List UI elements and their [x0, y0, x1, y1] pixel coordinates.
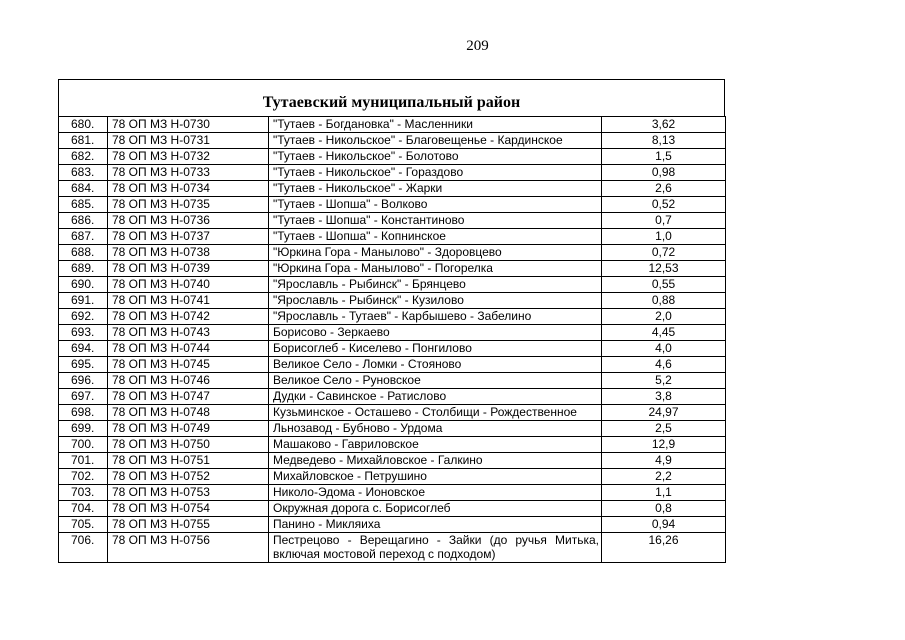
road-length: 2,5: [602, 421, 726, 437]
road-length: 8,13: [602, 133, 726, 149]
row-number: 703.: [59, 485, 108, 501]
roads-table-body: [59, 117, 726, 563]
road-name: Окружная дорога с. Борисоглеб: [269, 501, 602, 517]
table-row: [59, 437, 726, 453]
road-length: 0,88: [602, 293, 726, 309]
road-id-code: 78 ОП МЗ Н-0738: [108, 245, 269, 261]
table-row: [59, 357, 726, 373]
row-number: 687.: [59, 229, 108, 245]
row-number: 683.: [59, 165, 108, 181]
row-number: 681.: [59, 133, 108, 149]
row-number: 695.: [59, 357, 108, 373]
road-name: Великое Село - Ломки - Стояново: [269, 357, 602, 373]
road-id-code: 78 ОП МЗ Н-0737: [108, 229, 269, 245]
row-number: 682.: [59, 149, 108, 165]
row-number: 688.: [59, 245, 108, 261]
road-id-code: 78 ОП МЗ Н-0750: [108, 437, 269, 453]
road-id-code: 78 ОП МЗ Н-0733: [108, 165, 269, 181]
road-registry-document: [58, 79, 725, 563]
road-id-code: 78 ОП МЗ Н-0746: [108, 373, 269, 389]
road-length: 0,52: [602, 197, 726, 213]
road-id-code: 78 ОП МЗ Н-0739: [108, 261, 269, 277]
road-name: "Юркина Гора - Манылово" - Здоровцево: [269, 245, 602, 261]
road-length: 4,9: [602, 453, 726, 469]
table-row: [59, 421, 726, 437]
row-number: 701.: [59, 453, 108, 469]
road-id-code: 78 ОП МЗ Н-0744: [108, 341, 269, 357]
road-name: "Ярославль - Рыбинск" - Брянцево: [269, 277, 602, 293]
road-id-code: 78 ОП МЗ Н-0742: [108, 309, 269, 325]
road-name: Михайловское - Петрушино: [269, 469, 602, 485]
table-row: [59, 245, 726, 261]
road-name: Медведево - Михайловское - Галкино: [269, 453, 602, 469]
table-row: [59, 293, 726, 309]
table-row: [59, 341, 726, 357]
road-length: 1,0: [602, 229, 726, 245]
row-number: 686.: [59, 213, 108, 229]
road-length: 1,5: [602, 149, 726, 165]
table-row: [59, 165, 726, 181]
table-row: [59, 133, 726, 149]
road-length: 24,97: [602, 405, 726, 421]
table-row: [59, 469, 726, 485]
row-number: 689.: [59, 261, 108, 277]
table-row: [59, 149, 726, 165]
row-number: 706.: [59, 533, 108, 563]
table-row: [59, 501, 726, 517]
road-id-code: 78 ОП МЗ Н-0734: [108, 181, 269, 197]
road-name: Дудки - Савинское - Ратислово: [269, 389, 602, 405]
road-id-code: 78 ОП МЗ Н-0751: [108, 453, 269, 469]
table-row: [59, 277, 726, 293]
table-row: [59, 405, 726, 421]
road-length: 2,0: [602, 309, 726, 325]
table-row: [59, 197, 726, 213]
road-length: 4,45: [602, 325, 726, 341]
road-length: 4,6: [602, 357, 726, 373]
road-name: Машаково - Гавриловское: [269, 437, 602, 453]
road-id-code: 78 ОП МЗ Н-0732: [108, 149, 269, 165]
row-number: 693.: [59, 325, 108, 341]
road-length: 0,72: [602, 245, 726, 261]
road-length: 2,2: [602, 469, 726, 485]
table-row: [59, 485, 726, 501]
road-length: 0,94: [602, 517, 726, 533]
road-name: "Юркина Гора - Манылово" - Погорелка: [269, 261, 602, 277]
road-name: "Тутаев - Богдановка" - Масленники: [269, 117, 602, 133]
table-row: [59, 181, 726, 197]
road-name: "Ярославль - Рыбинск" - Кузилово: [269, 293, 602, 309]
page-number: 209: [466, 38, 489, 54]
table-row: [59, 213, 726, 229]
road-length: 0,8: [602, 501, 726, 517]
section-title: Тутаевский муниципальный район: [262, 94, 521, 111]
row-number: 690.: [59, 277, 108, 293]
row-number: 697.: [59, 389, 108, 405]
table-row: [59, 517, 726, 533]
row-number: 699.: [59, 421, 108, 437]
road-length: 0,98: [602, 165, 726, 181]
road-id-code: 78 ОП МЗ Н-0753: [108, 485, 269, 501]
road-name: Борисоглеб - Киселево - Понгилово: [269, 341, 602, 357]
road-name: Пестрецово - Верещагино - Зайки (до ручья Митька, включая мостовой переход с подходом): [269, 533, 602, 563]
road-name: Николо-Эдома - Ионовское: [269, 485, 602, 501]
table-row: [59, 309, 726, 325]
road-id-code: 78 ОП МЗ Н-0745: [108, 357, 269, 373]
road-name: "Тутаев - Шопша" - Константиново: [269, 213, 602, 229]
road-id-code: 78 ОП МЗ Н-0756: [108, 533, 269, 563]
road-name: Великое Село - Руновское: [269, 373, 602, 389]
table-row: [59, 453, 726, 469]
road-id-code: 78 ОП МЗ Н-0755: [108, 517, 269, 533]
row-number: 680.: [59, 117, 108, 133]
row-number: 685.: [59, 197, 108, 213]
road-length: 12,9: [602, 437, 726, 453]
row-number: 696.: [59, 373, 108, 389]
road-name: "Тутаев - Шопша" - Волково: [269, 197, 602, 213]
road-name: "Тутаев - Никольское" - Гораздово: [269, 165, 602, 181]
row-number: 698.: [59, 405, 108, 421]
row-number: 702.: [59, 469, 108, 485]
road-id-code: 78 ОП МЗ Н-0752: [108, 469, 269, 485]
row-number: 705.: [59, 517, 108, 533]
table-row: [59, 325, 726, 341]
table-row: [59, 373, 726, 389]
road-id-code: 78 ОП МЗ Н-0731: [108, 133, 269, 149]
roads-table: [58, 116, 726, 563]
road-length: 3,62: [602, 117, 726, 133]
road-id-code: 78 ОП МЗ Н-0736: [108, 213, 269, 229]
table-row: [59, 117, 726, 133]
row-number: 691.: [59, 293, 108, 309]
road-name: "Тутаев - Никольское" - Благовещенье - Кардинское: [269, 133, 602, 149]
road-name: Кузьминское - Осташево - Столбищи - Рождественное: [269, 405, 602, 421]
table-row: [59, 533, 726, 563]
road-name: Борисово - Зеркаево: [269, 325, 602, 341]
road-id-code: 78 ОП МЗ Н-0747: [108, 389, 269, 405]
road-length: 4,0: [602, 341, 726, 357]
road-id-code: 78 ОП МЗ Н-0735: [108, 197, 269, 213]
road-id-code: 78 ОП МЗ Н-0730: [108, 117, 269, 133]
road-id-code: 78 ОП МЗ Н-0748: [108, 405, 269, 421]
road-length: 0,7: [602, 213, 726, 229]
road-id-code: 78 ОП МЗ Н-0740: [108, 277, 269, 293]
table-row: [59, 261, 726, 277]
road-id-code: 78 ОП МЗ Н-0754: [108, 501, 269, 517]
table-row: [59, 389, 726, 405]
road-id-code: 78 ОП МЗ Н-0749: [108, 421, 269, 437]
table-row: [59, 229, 726, 245]
road-length: 0,55: [602, 277, 726, 293]
road-name: Льнозавод - Бубново - Урдома: [269, 421, 602, 437]
road-name: "Тутаев - Шопша" - Копнинское: [269, 229, 602, 245]
road-id-code: 78 ОП МЗ Н-0741: [108, 293, 269, 309]
row-number: 684.: [59, 181, 108, 197]
road-name: Панино - Микляиха: [269, 517, 602, 533]
row-number: 694.: [59, 341, 108, 357]
road-length: 1,1: [602, 485, 726, 501]
road-length: 12,53: [602, 261, 726, 277]
row-number: 704.: [59, 501, 108, 517]
road-name: "Тутаев - Никольское" - Болотово: [269, 149, 602, 165]
row-number: 692.: [59, 309, 108, 325]
road-length: 16,26: [602, 533, 726, 563]
road-name: "Тутаев - Никольское" - Жарки: [269, 181, 602, 197]
road-name: "Ярославль - Тутаев" - Карбышево - Забелино: [269, 309, 602, 325]
road-length: 2,6: [602, 181, 726, 197]
section-header: [58, 79, 725, 116]
road-id-code: 78 ОП МЗ Н-0743: [108, 325, 269, 341]
road-length: 3,8: [602, 389, 726, 405]
row-number: 700.: [59, 437, 108, 453]
road-length: 5,2: [602, 373, 726, 389]
